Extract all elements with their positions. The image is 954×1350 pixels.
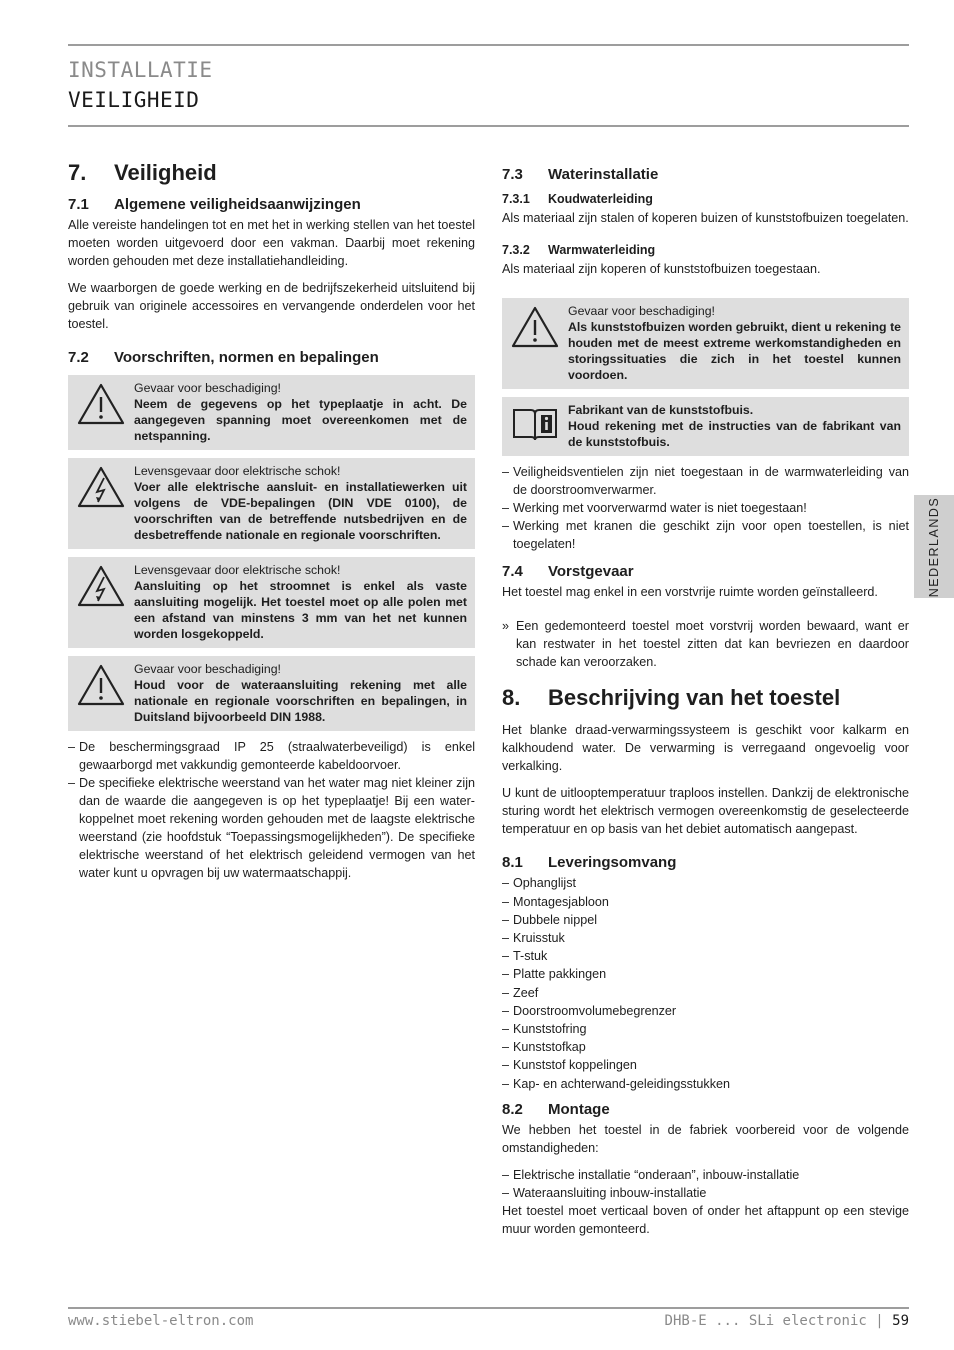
requirements-list — [68, 738, 475, 882]
section-7-3-heading — [502, 166, 909, 184]
section-title: Koudwaterleiding — [548, 192, 653, 206]
list-item: – Dubbele nippel — [502, 911, 909, 929]
notice-text: Houd rekening met de instructies van de fabrikant van de kunststofbuis. — [568, 419, 901, 449]
list-item: – Wateraansluiting inbouw-installatie — [502, 1184, 909, 1202]
footer-product: DHB-E ... SLi electronic | — [664, 1313, 884, 1329]
notice-title: Fabrikant van de kunststofbuis. — [568, 403, 754, 417]
notice-damage — [502, 298, 909, 389]
list-item: – Elektrische installatie “onderaan”, inbouw-installatie — [502, 1166, 909, 1184]
instruction-step: » Een gedemonteerd toestel moet vorstvrij worden bewaard, want er kan restwater in het toestel zitten dat kan bevriezen en daardoor schade kan veroorzaken. — [502, 617, 909, 671]
electric-shock-icon — [76, 463, 134, 543]
list-item: – De beschermingsgraad IP 25 (straalwaterbeveiligd) is enkel gewaarborgd met vakkundig gemonteerde kabeldoorvoer. — [68, 738, 475, 774]
paragraph: We waarborgen de goede werking en de bedrijfszekerheid uitsluitend bij gebruik van originele accessoires en vervangende onderdelen voor het toestel. — [68, 281, 475, 332]
section-8-1-heading — [502, 854, 909, 872]
paragraph: Als materiaal zijn koperen of kunststofbuizen toegestaan. — [502, 262, 821, 276]
section-title: Warmwaterleiding — [548, 243, 656, 257]
notice-text: Neem de gegevens op het typeplaatje in acht. De aangegeven spanning moet overeenkomen met de netspanning. — [134, 397, 467, 444]
paragraph: U kunt de uitlooptemperatuur traploos instellen. Dankzij de elektronische sturing wordt het elektrisch vermogen overeenkomstig de geselecteerde temperatuur en op basis van het debiet automatisch aangepast. — [502, 786, 909, 837]
list-item: – Veiligheidsventielen zijn niet toegestaan in de warmwaterleiding van de doorstroomverwarmer. — [502, 463, 909, 499]
footer-meta — [665, 1313, 909, 1329]
section-title: Vorstgevaar — [548, 563, 634, 580]
notice-damage — [68, 656, 475, 731]
header-chapter: INSTALLATIE — [68, 58, 213, 82]
notice-text: Aansluiting op het stroomnet is enkel als vaste aansluiting mogelijk. Het toestel moet op alle polen met een afstand van minstens 3 mm van het net kunnen worden losgekoppeld. — [134, 579, 467, 642]
list-item: – Montagesjabloon — [502, 893, 909, 911]
list-item: – T-stuk — [502, 947, 909, 965]
list-item: – Doorstroomvolumebegrenzer — [502, 1002, 909, 1020]
warning-triangle-icon — [76, 661, 134, 725]
list-item: – Ophanglijst — [502, 874, 909, 892]
paragraph: Alle vereiste handelingen tot en met het in werking stellen van het toestel moeten worden uitgevoerd door een vakman. Daarbij moet rekening worden gehouden met deze installatiehandleiding. — [68, 218, 475, 269]
notice-title: Gevaar voor beschadiging! — [568, 304, 715, 318]
right-column — [502, 160, 909, 1247]
paragraph: Het blanke draad-verwarmingssysteem is geschikt voor kalkarm en kalkhoudend water. De verwarming is verregaand ongevoelig voor verkalking. — [502, 723, 909, 774]
page-number: 59 — [892, 1313, 909, 1329]
section-7-heading — [68, 160, 475, 186]
list-item: – Werking met voorverwarmd water is niet toegestaan! — [502, 499, 909, 517]
montage-list — [502, 1166, 909, 1202]
section-title: Beschrijving van het toestel — [548, 685, 841, 710]
section-title: Montage — [548, 1100, 610, 1118]
list-item: – Zeef — [502, 984, 909, 1002]
section-title: Voorschriften, normen en bepalingen — [114, 349, 379, 367]
delivery-list — [502, 874, 909, 1092]
section-7-1-heading — [68, 196, 475, 214]
section-title: Algemene veiligheidsaanwijzingen — [114, 196, 361, 214]
section-number: 7.3 — [502, 166, 523, 183]
footer-url: www.stiebel-eltron.com — [68, 1313, 254, 1329]
language-label: NEDERLANDS — [927, 496, 941, 597]
notice-title: Levensgevaar door elektrische schok! — [134, 563, 341, 578]
list-item: – Kunststofkap — [502, 1038, 909, 1056]
paragraph: Het toestel moet verticaal boven of onder het aftappunt op een stevige muur worden gemonteerd. — [502, 1203, 909, 1236]
header-rule-top — [68, 44, 909, 46]
electric-shock-icon — [76, 562, 134, 642]
footer-rule — [68, 1307, 909, 1309]
list-item: – Platte pakkingen — [502, 965, 909, 983]
notice-text: Voer alle elektrische aansluit- en installatiewerken uit volgens de VDE-bepalingen (DIN VDE 0100), de voorschriften van de betreffende nutsbedrijven en de desbetreffende nationale en regionale voorschriften. — [134, 480, 467, 543]
list-item: – Kap- en achterwand-geleidingsstukken — [502, 1075, 909, 1093]
section-number: 7.3.2 — [502, 243, 530, 257]
section-number: 8. — [502, 685, 521, 710]
section-8-2-heading — [502, 1101, 909, 1119]
list-item: – Werking met kranen die geschikt zijn voor open toestellen, is niet toegelaten! — [502, 517, 909, 553]
section-7-2-heading — [68, 349, 475, 367]
list-item: – Kunststof koppelingen — [502, 1056, 909, 1074]
section-number: 7.1 — [68, 196, 89, 214]
notice-electric-shock — [68, 458, 475, 549]
section-number: 7.4 — [502, 563, 523, 580]
manual-info-icon — [510, 402, 568, 450]
notice-text: Houd voor de wateraansluiting rekening met alle nationale en regionale voorschriften en bepalingen, in Duitsland bijvoorbeeld DIN 1988. — [134, 678, 467, 725]
notice-title: Gevaar voor beschadiging! — [134, 662, 281, 677]
paragraph: Het toestel mag enkel in een vorstvrije ruimte worden geïnstalleerd. — [502, 585, 878, 599]
warning-triangle-icon — [76, 380, 134, 444]
header-rule-bottom — [68, 125, 909, 127]
notice-electric-shock — [68, 557, 475, 648]
section-7-4-heading — [502, 563, 909, 581]
language-side-tab — [914, 495, 954, 598]
notice-info — [502, 397, 909, 456]
notice-title: Gevaar voor beschadiging! — [134, 381, 281, 396]
section-number: 8.2 — [502, 1100, 523, 1118]
list-item: – Kunststofring — [502, 1020, 909, 1038]
header-section: VEILIGHEID — [68, 88, 200, 112]
notice-text: Als kunststofbuizen worden gebruikt, dient u rekening te houden met de meest extreme werkomstandigheden en storingssituaties die zich in het toestel kunnen voordoen. — [568, 320, 901, 382]
list-item: – Kruisstuk — [502, 929, 909, 947]
section-7-3-2-heading — [502, 243, 909, 258]
section-title: Leveringsomvang — [548, 854, 677, 872]
section-title: Veiligheid — [114, 160, 217, 185]
section-7-3-1-heading — [502, 192, 909, 207]
section-number: 7.2 — [68, 349, 89, 367]
left-column — [68, 160, 475, 882]
notice-title: Levensgevaar door elektrische schok! — [134, 464, 341, 479]
section-number: 7.3.1 — [502, 192, 530, 206]
section-8-heading — [502, 685, 909, 711]
warning-triangle-icon — [510, 303, 568, 383]
section-number: 8.1 — [502, 854, 523, 872]
water-rules-list — [502, 463, 909, 553]
paragraph: We hebben het toestel in de fabriek voorbereid voor de volgende omstandigheden: — [502, 1122, 909, 1155]
section-number: 7. — [68, 160, 87, 185]
notice-damage — [68, 375, 475, 450]
section-title: Waterinstallatie — [548, 166, 659, 183]
paragraph: Als materiaal zijn stalen of koperen buizen of kunststofbuizen toegelaten. — [502, 211, 909, 225]
list-item: – De specifieke elektrische weerstand van het water mag niet kleiner zijn dan de waarde die aangegeven is op het typeplaatje! Bij een water-koppelnet moet rekening worden gehouden met de laagste elektrische weerstand (zie hoofdstuk “Toepassingsmogelijkheden”). De specifieke elektrische weerstand of het elektrisch geleidend vermogen van het water kunt u opvragen bij uw watermaatschappij. — [68, 774, 475, 882]
